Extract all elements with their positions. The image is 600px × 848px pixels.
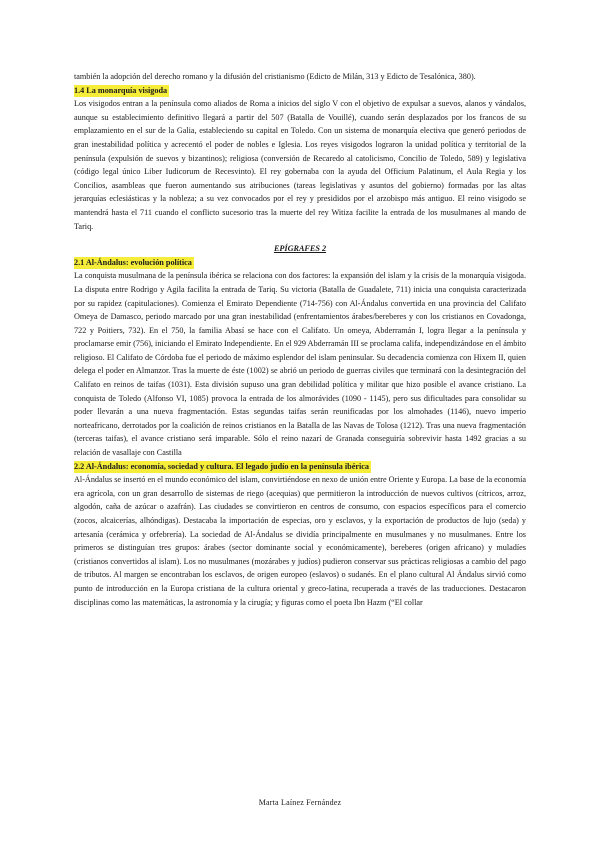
section-1-4 (74, 84, 526, 234)
section-heading-2-1: 2.1 Al-Ándalus: evolución política (74, 257, 192, 267)
section-heading-2-2: 2.2 Al-Ándalus: economía, sociedad y cultura. El legado judío en la península ibérica (74, 461, 370, 471)
section-heading-1-4: 1.4 La monarquía visigoda (74, 85, 168, 95)
page-footer: Marta Laínez Fernández (258, 798, 342, 807)
section-body-2-2: Al-Ándalus se insertó en el mundo económico del islam, convirtiéndose en nexo de unión entre Oriente y Europa. La base de la economía era agrícola, con un gran desarrollo de sistemas de riego (acequias) que permitieron la introducción de nuevos cultivos (cítricos, arroz, algodón, caña de azúcar o azafrán). Las ciudades se convirtieron en centros de consumo, con espacios específicos para el comercio (zocos, alcaicerías, alhóndigas). Destacaba la importación de especias, oro y esclavos, y la exportación de productos de lujo (seda) y artesanía (cerámica y orfebrería). La sociedad de Al-Ándalus se dividía principalmente en musulmanes y no musulmanes. Entre los primeros se distinguían tres grupos: árabes (sector dominante social y económicamente), bereberes (origen africano) y muladíes (cristianos convertidos al islam). Los no musulmanes (mozárabes y judíos) pudieron conservar sus prácticas religiosas a cambio del pago de tributos. Al margen se encontraban los esclavos, de origen europeo (eslavos) o sudanés. En el plano cultural Al Ándalus sirvió como punto de introducción en la Europa cristiana de la cultura oriental y greco-latina, recuperada a través de las traducciones. Destacaron disciplinas como las matemáticas, la astronomía y la cirugía; y figuras como el poeta Ibn Hazm (“El collar (74, 475, 526, 607)
intro-paragraph: también la adopción del derecho romano y la difusión del cristianismo (Edicto de Milán, 313 y Edicto de Tesalónica, 380). (74, 72, 476, 81)
section-2-1 (74, 256, 526, 460)
section-body-1-4: Los visigodos entran a la península como aliados de Roma a inicios del siglo V con el objetivo de expulsar a suevos, alanos y vándalos, aunque su establecimiento definitivo llegará a partir del 507 (Batalla de Vouillé), cuando serán desplazados por los francos de su emplazamiento en el sur de la Galia, estableciendo su capital en Toledo. Con un sistema de monarquía electiva que generó periodos de gran inestabilidad política y acrecentó el poder de nobles e Iglesia. Los reyes visigodos lograron la unidad política y territorial de la península (expulsión de suevos y bizantinos); religiosa (conversión de Recaredo al catolicismo, Concilio de Toledo, 589) y legislativa (código legal único Liber Iudicorum de Recesvinto). El rey gobernaba con la ayuda del Officium Palatinum, el Aula Regia y los Concilios, asambleas que fueron aumentando sus atribuciones (tareas legislativas y asuntos del gobierno) formadas por las altas jerarquías eclesiásticas y la nobleza; a su vez convocados por el rey y presididos por el arzobispo más antiguo. El reino visigodo se mantendrá hasta el 711 cuando el conflicto sucesorio tras la muerte del rey Witiza facilite la entrada de los musulmanes al mando de Tariq. (74, 99, 526, 231)
section-body-2-1: La conquista musulmana de la península ibérica se relaciona con dos factores: la expansión del islam y la crisis de la monarquía visigoda. La disputa entre Rodrigo y Agila facilita la entrada de Tariq. Su victoria (Batalla de Guadalete, 711) inicia una conquista caracterizada por su rapidez (capitulaciones). Comienza el Emirato Dependiente (714-756) con Al-Ándalus convertida en una provincia del Califato Omeya de Damasco, periodo marcado por una gran inestabilidad (enfrentamientos árabes/bereberes y con los cristianos en Covadonga, 722 y Poitiers, 732). En el 750, la familia Abasí se hace con el Califato. Un omeya, Abderramán I, logra llegar a la península y proclamarse emir (756), iniciando el Emirato Independiente. En el 929 Abderramán III se proclama califa, independizándose en el ámbito religioso. El Califato de Córdoba fue el periodo de máximo esplendor del islam peninsular. Su decadencia comienza con Hixem II, quien delega el poder en Almanzor. Tras la muerte de éste (1002) se abrió un periodo de guerras civiles que terminará con la desintegración del Califato en reinos de taifas (1031). Esta división supuso una gran debilidad política y militar que hizo posible el avance cristiano. La conquista de Toledo (Alfonso VI, 1085) provoca la entrada de los almorávides (1090 - 1145), pero sus dificultades para consolidar su poder llevarán a una nueva fragmentación. Estas segundas taifas serán reunificadas por los almohades (1146), nuevo imperio norteafricano, derrotados por la coalición de reinos cristianos en la Batalla de las Navas de Tolosa (1212). Tras una nueva fragmentación (terceras taifas), el avance cristiano será imparable. Sólo el reino nazarí de Granada conseguiría sobrevivir hasta 1492 gracias a su relación de vasallaje con Castilla (74, 271, 526, 458)
epigrafes-title: EPÍGRAFES 2 (273, 244, 327, 254)
section-2-2 (74, 460, 526, 610)
document-page (74, 70, 526, 609)
